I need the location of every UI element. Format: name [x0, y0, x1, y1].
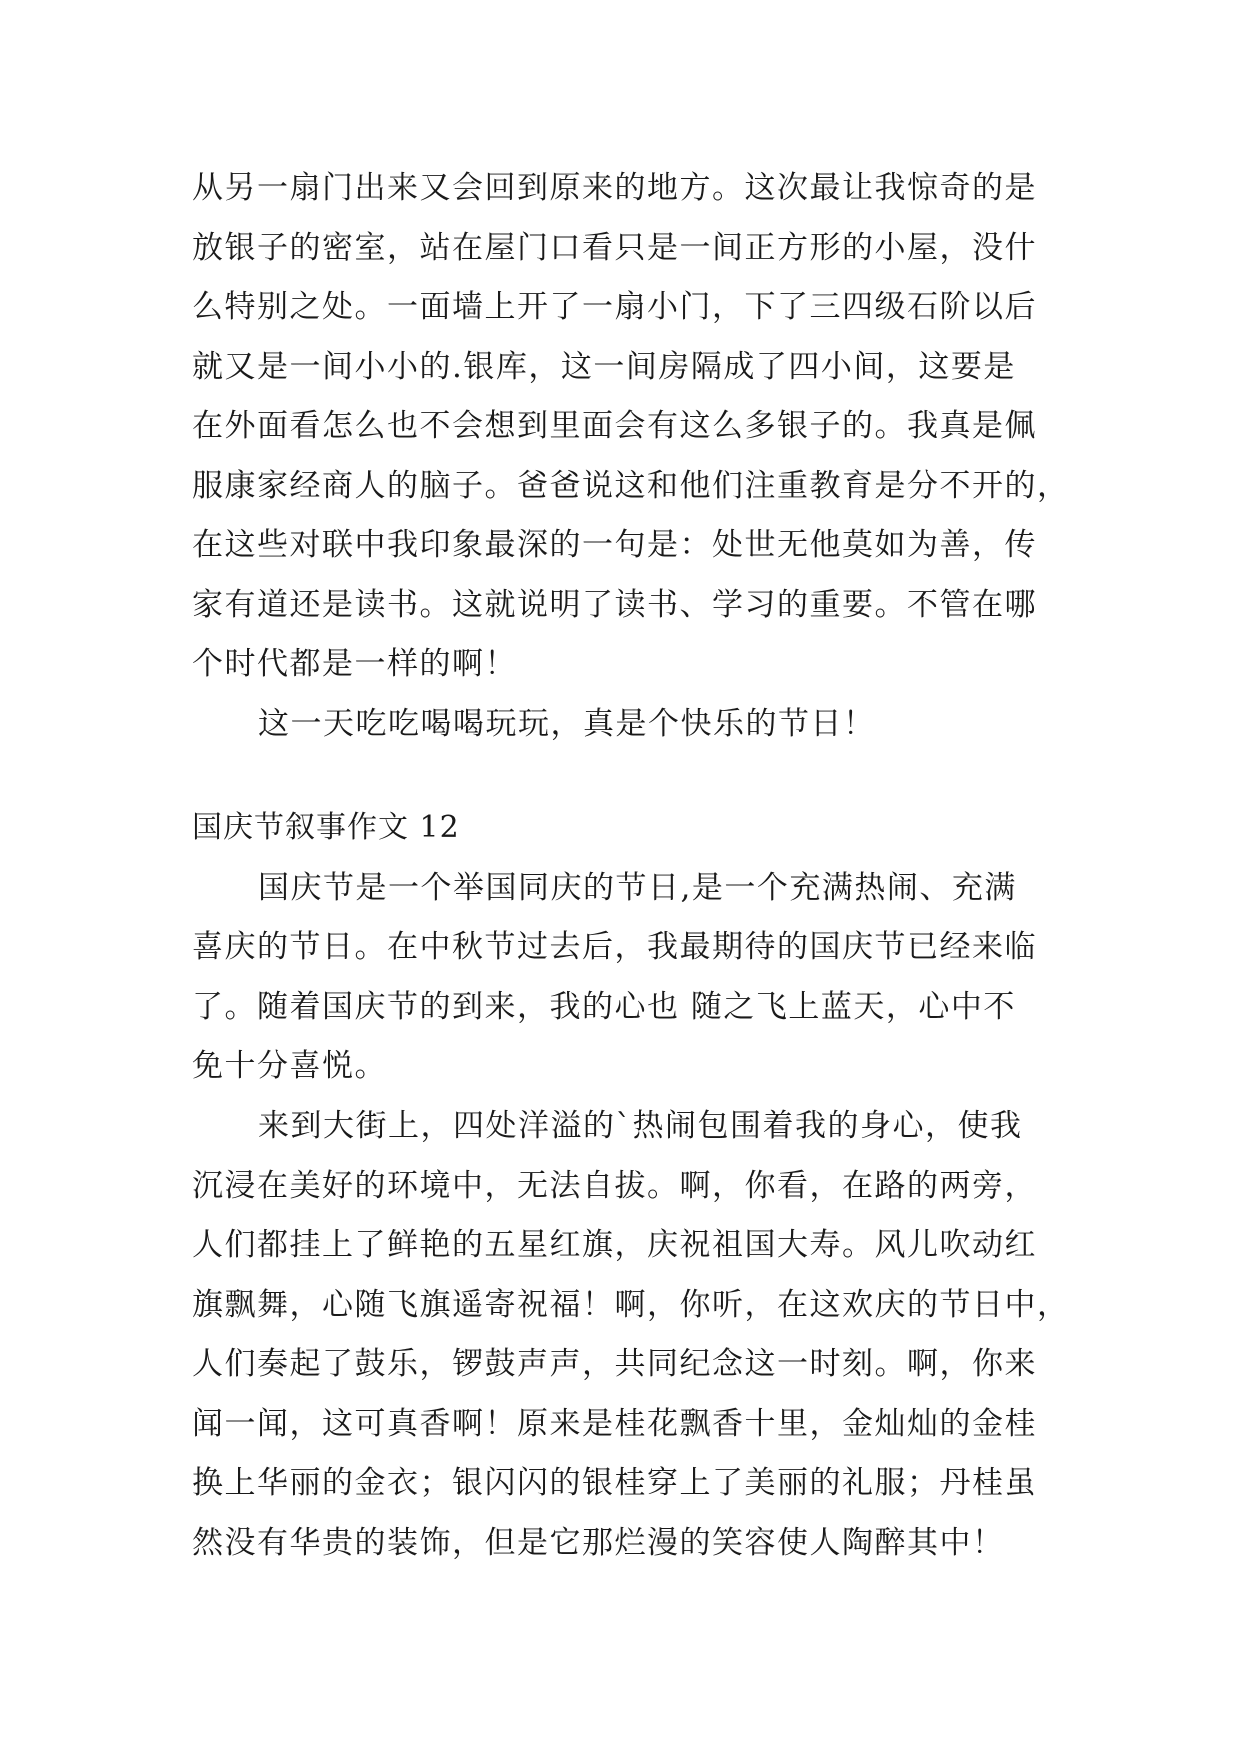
text-line: 从另一扇门出来又会回到原来的地方。这次最让我惊奇的是: [192, 170, 1037, 206]
text-line: 服康家经商人的脑子。爸爸说这和他们注重教育是分不开的，: [192, 468, 1070, 504]
section-heading: 国庆节叙事作文 12: [192, 810, 460, 845]
text-line: 个时代都是一样的啊！: [192, 646, 517, 682]
text-line: 喜庆的节日。在中秋节过去后，我最期待的国庆节已经来临: [192, 929, 1037, 965]
text-line: 免十分喜悦。: [192, 1048, 387, 1084]
text-line: 放银子的密室，站在屋门口看只是一间正方形的小屋，没什: [192, 230, 1037, 266]
text-line: 旗飘舞，心随飞旗遥寄祝福！啊，你听，在这欢庆的节日中，: [192, 1287, 1070, 1323]
text-line: 国庆节是一个举国同庆的节日,是一个充满热闹、充满: [258, 870, 1017, 906]
text-line: 家有道还是读书。这就说明了读书、学习的重要。不管在哪: [192, 587, 1037, 623]
text-line: 闻一闻，这可真香啊！原来是桂花飘香十里，金灿灿的金桂: [192, 1406, 1037, 1442]
text-line: 换上华丽的金衣；银闪闪的银桂穿上了美丽的礼服；丹桂虽: [192, 1465, 1037, 1501]
text-line: 就又是一间小小的.银库，这一间房隔成了四小间，这要是: [192, 349, 1016, 385]
text-line: 来到大街上，四处洋溢的`热闹包围着我的身心，使我: [258, 1108, 1023, 1144]
text-line: 这一天吃吃喝喝玩玩，真是个快乐的节日！: [258, 706, 876, 742]
text-line: 在这些对联中我印象最深的一句是：处世无他莫如为善，传: [192, 527, 1037, 563]
text-line: 了。随着国庆节的到来，我的心也 随之飞上蓝天，心中不: [192, 989, 1016, 1025]
text-line: 人们奏起了鼓乐，锣鼓声声，共同纪念这一时刻。啊，你来: [192, 1346, 1037, 1382]
text-line: 人们都挂上了鲜艳的五星红旗，庆祝祖国大寿。风儿吹动红: [192, 1227, 1037, 1263]
text-line: 然没有华贵的装饰，但是它那烂漫的笑容使人陶醉其中！: [192, 1525, 1005, 1561]
text-line: 沉浸在美好的环境中，无法自拔。啊，你看，在路的两旁，: [192, 1168, 1037, 1204]
text-line: 在外面看怎么也不会想到里面会有这么多银子的。我真是佩: [192, 408, 1037, 444]
text-line: 么特别之处。一面墙上开了一扇小门，下了三四级石阶以后: [192, 289, 1037, 325]
